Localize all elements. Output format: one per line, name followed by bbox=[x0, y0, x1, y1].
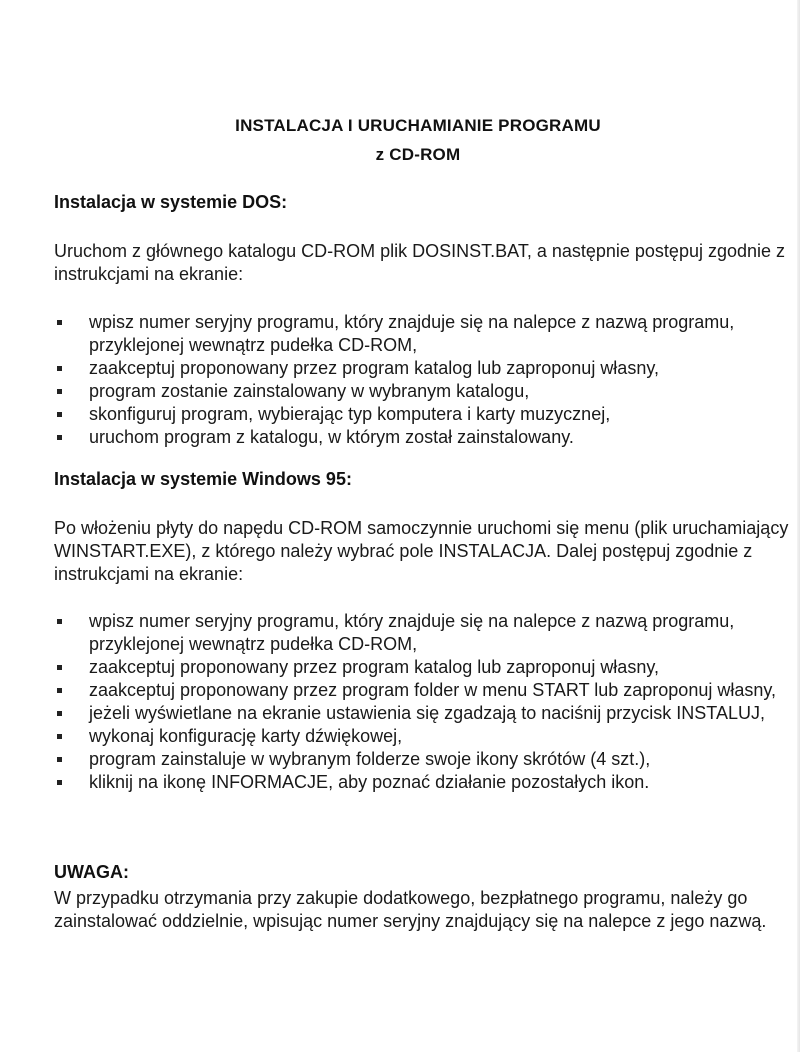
bullet-icon bbox=[57, 734, 62, 739]
win95-intro-paragraph: Po włożeniu płyty do napędu CD-ROM samoczynnie uruchomi się menu (plik uruchamiający WINSTART.EXE), z którego należy wybrać pole INSTALACJA. Dalej postępuj zgodnie z instrukcjami na ekranie: bbox=[54, 518, 789, 584]
list-item-text: zaakceptuj proponowany przez program katalog lub zaproponuj własny, bbox=[89, 358, 659, 378]
list-item bbox=[54, 311, 789, 357]
bullet-icon bbox=[57, 619, 62, 624]
bullet-icon bbox=[57, 688, 62, 693]
list-item bbox=[54, 702, 789, 725]
list-item-text: program zainstaluje w wybranym folderze swoje ikony skrótów (4 szt.), bbox=[89, 749, 651, 769]
list-item-text: kliknij na ikonę INFORMACJE, aby poznać działanie pozostałych ikon. bbox=[89, 772, 650, 792]
bullet-icon bbox=[57, 665, 62, 670]
bullet-icon bbox=[57, 757, 62, 762]
list-item bbox=[54, 380, 789, 403]
list-item-text: wykonaj konfigurację karty dźwiękowej, bbox=[89, 726, 403, 746]
dos-intro-paragraph: Uruchom z głównego katalogu CD-ROM plik DOSINST.BAT, a następnie postępuj zgodnie z instrukcjami na ekranie: bbox=[54, 241, 786, 284]
dos-steps-list bbox=[54, 311, 789, 449]
bullet-icon bbox=[57, 412, 62, 417]
list-item bbox=[54, 748, 789, 771]
list-item bbox=[54, 403, 789, 426]
note-heading: UWAGA: bbox=[54, 862, 129, 882]
bullet-icon bbox=[57, 320, 62, 325]
win95-section-heading: Instalacja w systemie Windows 95: bbox=[54, 469, 352, 489]
list-item-text: program zostanie zainstalowany w wybranym katalogu, bbox=[89, 381, 530, 401]
list-item bbox=[54, 656, 789, 679]
dos-section-heading: Instalacja w systemie DOS: bbox=[54, 192, 288, 212]
list-item-text: jeżeli wyświetlane na ekranie ustawienia się zgadzają to naciśnij przycisk INSTALUJ, bbox=[89, 703, 765, 723]
bullet-icon bbox=[57, 435, 62, 440]
bullet-icon bbox=[57, 780, 62, 785]
list-item bbox=[54, 679, 789, 702]
list-item-text: zaakceptuj proponowany przez program folder w menu START lub zaproponuj własny, bbox=[89, 680, 777, 700]
win95-steps-list bbox=[54, 610, 789, 794]
bullet-icon bbox=[57, 711, 62, 716]
bullet-icon bbox=[57, 366, 62, 371]
list-item bbox=[54, 725, 789, 748]
list-item-text: uruchom program z katalogu, w którym został zainstalowany. bbox=[89, 427, 574, 447]
list-item bbox=[54, 426, 789, 449]
list-item-text: zaakceptuj proponowany przez program katalog lub zaproponuj własny, bbox=[89, 657, 659, 677]
list-item bbox=[54, 771, 789, 794]
list-item-text: wpisz numer seryjny programu, który znajduje się na nalepce z nazwą programu, przyklejonej wewnątrz pudełka CD-ROM, bbox=[89, 611, 735, 654]
list-item-text: skonfiguruj program, wybierając typ komputera i karty muzycznej, bbox=[89, 404, 611, 424]
document-subtitle: z CD-ROM bbox=[375, 145, 461, 164]
bullet-icon bbox=[57, 389, 62, 394]
note-paragraph: W przypadku otrzymania przy zakupie dodatkowego, bezpłatnego programu, należy go zainstalować oddzielnie, wpisując numer seryjny znajdujący się na nalepce z jego nazwą. bbox=[54, 888, 767, 931]
list-item-text: wpisz numer seryjny programu, który znajduje się na nalepce z nazwą programu, przyklejonej wewnątrz pudełka CD-ROM, bbox=[89, 312, 735, 355]
list-item bbox=[54, 357, 789, 380]
document-title: INSTALACJA I URUCHAMIANIE PROGRAMU bbox=[235, 116, 601, 135]
list-item bbox=[54, 610, 789, 656]
